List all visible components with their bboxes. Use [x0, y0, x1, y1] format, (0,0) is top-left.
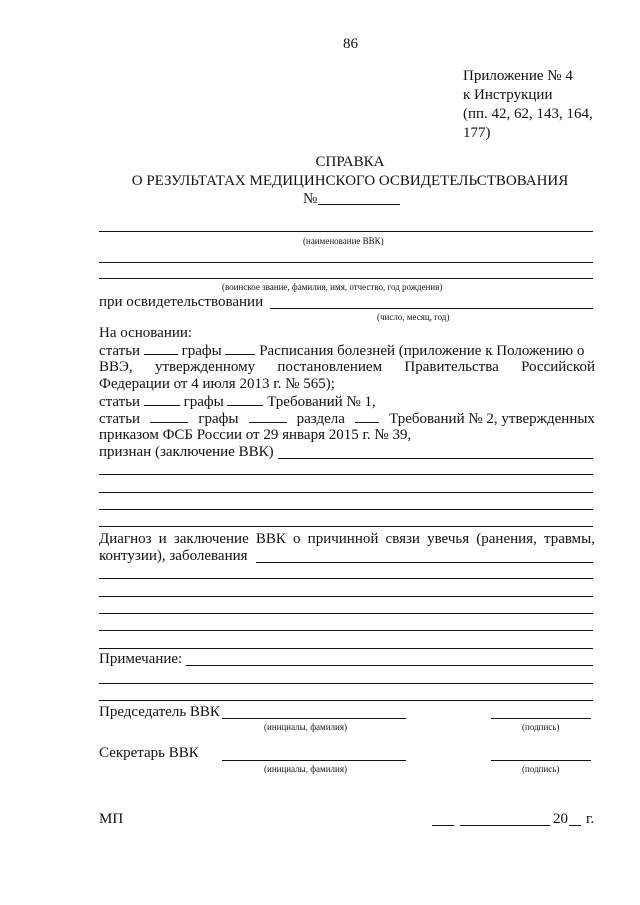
secretary-label: Секретарь ВВК: [99, 745, 199, 761]
year-suffix: г.: [586, 811, 595, 827]
secretary-signature-caption: (подпись): [522, 764, 560, 774]
diagnosis-field-line-2[interactable]: [99, 578, 593, 579]
stat1-schedule-text: Расписания болезней (приложение к Положению о: [259, 343, 585, 359]
chairman-name-field[interactable]: [222, 718, 406, 719]
stat2-column-label: графы: [183, 394, 224, 410]
diagnosis-line-1: Диагноз и заключение ВВК о причинной связи увечья (ранения, травмы,: [99, 531, 595, 547]
secretary-signature-field[interactable]: [491, 760, 591, 761]
basis-label: На основании:: [99, 325, 193, 341]
conclusion-field-line-1[interactable]: [278, 458, 593, 459]
appendix-line-4: 177): [463, 125, 491, 141]
note-field-line-3[interactable]: [99, 700, 593, 701]
person-caption: (воинское звание, фамилия, имя, отчество, год рождения): [222, 282, 443, 292]
appendix-line-1: Приложение № 4: [463, 68, 573, 84]
stamp-label: МП: [99, 811, 124, 827]
diagnosis-field-line-5[interactable]: [99, 630, 593, 631]
diagnosis-field-line-6[interactable]: [99, 648, 593, 649]
page-number: 86: [343, 36, 358, 52]
exam-date-field[interactable]: [270, 308, 593, 309]
vvk-name-caption: (наименование ВВК): [303, 236, 384, 246]
diagnosis-field-line-4[interactable]: [99, 613, 593, 614]
stat1-column-label: графы: [181, 343, 222, 359]
stat2-line: [99, 393, 376, 411]
secretary-name-field[interactable]: [222, 760, 406, 761]
stat1-article-label: статьи: [99, 343, 141, 359]
exam-label: при освидетельствовании: [99, 294, 264, 310]
conclusion-field-line-2[interactable]: [99, 474, 593, 475]
stat3-article-field[interactable]: [150, 410, 188, 423]
vvk-name-field[interactable]: [99, 231, 593, 232]
note-label: Примечание:: [99, 651, 183, 667]
date-caption: (число, месяц, год): [377, 312, 450, 322]
document-title: СПРАВКА: [315, 154, 385, 170]
stat3-section-label: раздела: [296, 411, 345, 427]
year-field[interactable]: [569, 825, 581, 826]
day-field[interactable]: [432, 825, 454, 826]
appendix-line-2: к Инструкции: [463, 87, 553, 103]
stat1-column-field[interactable]: [225, 342, 255, 355]
stat2-article-label: статьи: [99, 394, 141, 410]
stat3-line: [99, 410, 595, 428]
recognized-label: признан (заключение ВВК): [99, 444, 274, 460]
appendix-block: [463, 68, 593, 142]
stat3-column-label: графы: [198, 411, 239, 427]
stat3-column-field[interactable]: [249, 410, 287, 423]
stat3-line-2: приказом ФСБ России от 29 января 2015 г. № 39,: [99, 427, 412, 443]
diagnosis-line-2: контузии), заболевания: [99, 548, 248, 564]
stat1-line: [99, 342, 584, 360]
chairman-signature-caption: (подпись): [522, 722, 560, 732]
stat2-column-field[interactable]: [227, 393, 263, 406]
document-subtitle: О РЕЗУЛЬТАТАХ МЕДИЦИНСКОГО ОСВИДЕТЕЛЬСТВОВАНИЯ: [131, 173, 569, 189]
stat3-article-label: статьи: [99, 411, 141, 427]
person-field-line-2[interactable]: [99, 278, 593, 279]
stat1-line-3: Федерации от 4 июля 2013 г. № 565);: [99, 376, 335, 392]
stat1-line-2: ВВЭ, утвержденному постановлением Правительства Российской: [99, 359, 595, 375]
stat3-requirements-text: Требований № 2, утвержденных: [389, 411, 595, 427]
year-prefix: 20: [553, 811, 568, 827]
secretary-initials-caption: (инициалы, фамилия): [264, 764, 347, 774]
diagnosis-field-line-3[interactable]: [99, 596, 593, 597]
stat3-section-field[interactable]: [355, 410, 379, 423]
conclusion-field-line-3[interactable]: [99, 492, 593, 493]
month-field[interactable]: [460, 825, 550, 826]
chairman-initials-caption: (инициалы, фамилия): [264, 722, 347, 732]
stat2-article-field[interactable]: [144, 393, 180, 406]
appendix-line-3: (пп. 42, 62, 143, 164,: [463, 106, 593, 122]
person-field-line-1[interactable]: [99, 262, 593, 263]
note-field-line-1[interactable]: [186, 665, 593, 666]
note-field-line-2[interactable]: [99, 683, 593, 684]
document-number-field[interactable]: [318, 204, 400, 205]
chairman-signature-field[interactable]: [491, 718, 591, 719]
document-number-label: №: [303, 191, 318, 207]
stat2-requirements-text: Требований № 1,: [267, 394, 376, 410]
diagnosis-field-line-1[interactable]: [256, 562, 593, 563]
chairman-label: Председатель ВВК: [99, 704, 220, 720]
conclusion-field-line-5[interactable]: [99, 526, 593, 527]
stat1-article-field[interactable]: [144, 342, 178, 355]
conclusion-field-line-4[interactable]: [99, 509, 593, 510]
